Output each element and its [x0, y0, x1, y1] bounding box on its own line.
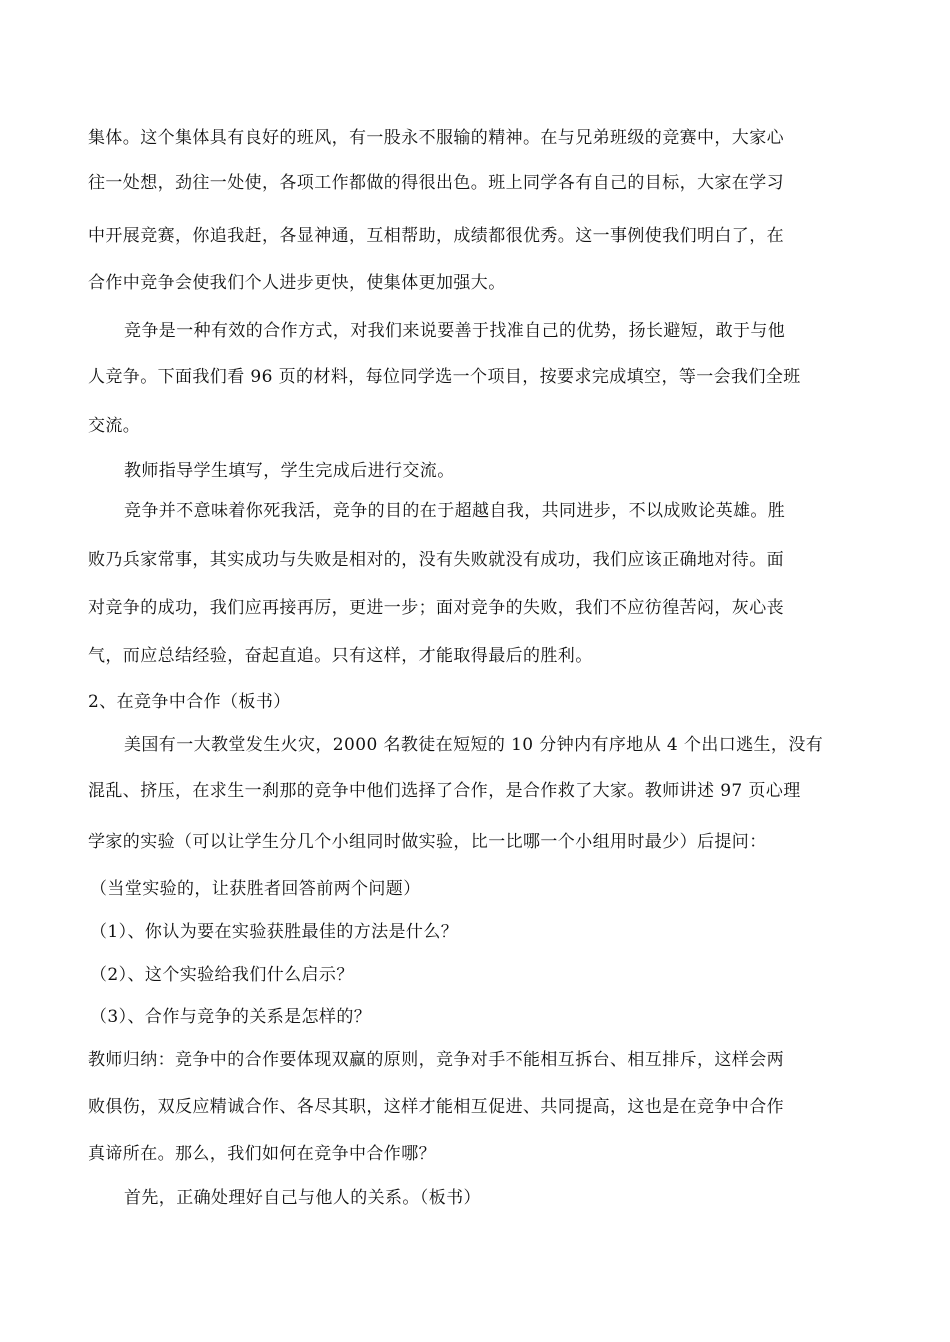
- text-line: 对竞争的成功，我们应再接再厉，更进一步；面对竞争的失败，我们不应彷徨苦闷，灰心丧: [88, 598, 784, 618]
- question-item: （2）、这个实验给我们什么启示？: [90, 965, 354, 985]
- question-note: （当堂实验的，让获胜者回答前两个问题）: [90, 879, 421, 899]
- text-line: 往一处想，劲往一处使，各项工作都做的得很出色。班上同学各有自己的目标，大家在学习: [88, 173, 784, 193]
- paragraph-start: 教师指导学生填写，学生完成后进行交流。: [124, 461, 455, 481]
- section-heading: 2、在竞争中合作（板书）: [88, 692, 291, 712]
- text-line: 集体。这个集体具有良好的班风，有一股永不服输的精神。在与兄弟班级的竞赛中，大家心: [88, 128, 784, 148]
- paragraph-start: 竞争是一种有效的合作方式，对我们来说要善于找准自己的优势，扬长避短，敢于与他: [124, 321, 786, 341]
- question-item: （3）、合作与竞争的关系是怎样的？: [90, 1007, 372, 1027]
- text-line: 真谛所在。那么，我们如何在竞争中合作哪？: [88, 1144, 436, 1164]
- text-line: 败乃兵家常事，其实成功与失败是相对的，没有失败就没有成功，我们应该正确地对待。面: [88, 550, 784, 570]
- paragraph-start: 首先，正确处理好自己与他人的关系。（板书）: [124, 1188, 481, 1208]
- text-line: 中开展竞赛，你追我赶，各显神通，互相帮助，成绩都很优秀。这一事例使我们明白了，在: [88, 226, 784, 246]
- text-line: 学家的实验（可以让学生分几个小组同时做实验，比一比哪一个小组用时最少）后提问：: [88, 832, 767, 852]
- question-item: （1）、你认为要在实验获胜最佳的方法是什么？: [90, 922, 459, 942]
- text-line: 混乱、挤压，在求生一刹那的竞争中他们选择了合作，是合作救了大家。教师讲述 97 页心理: [88, 781, 801, 801]
- text-line: 教师归纳：竞争中的合作要体现双赢的原则，竞争对手不能相互拆台、相互排斥，这样会两: [88, 1050, 784, 1070]
- text-line: 人竞争。下面我们看 96 页的材料，每位同学选一个项目，按要求完成填空，等一会我们全班: [88, 367, 801, 387]
- paragraph-start: 美国有一大教堂发生火灾，2000 名教徒在短短的 10 分钟内有序地从 4 个出口逃生，没有: [124, 735, 824, 755]
- text-line: 合作中竞争会使我们个人进步更快，使集体更加强大。: [88, 273, 506, 293]
- text-line: 败俱伤，双反应精诚合作、各尽其职，这样才能相互促进、共同提高，这也是在竞争中合作: [88, 1097, 784, 1117]
- text-line: 交流。: [88, 416, 141, 436]
- text-line: 气，而应总结经验，奋起直追。只有这样，才能取得最后的胜利。: [88, 646, 593, 666]
- paragraph-start: 竞争并不意味着你死我活，竞争的目的在于超越自我，共同进步，不以成败论英雄。胜: [124, 501, 786, 521]
